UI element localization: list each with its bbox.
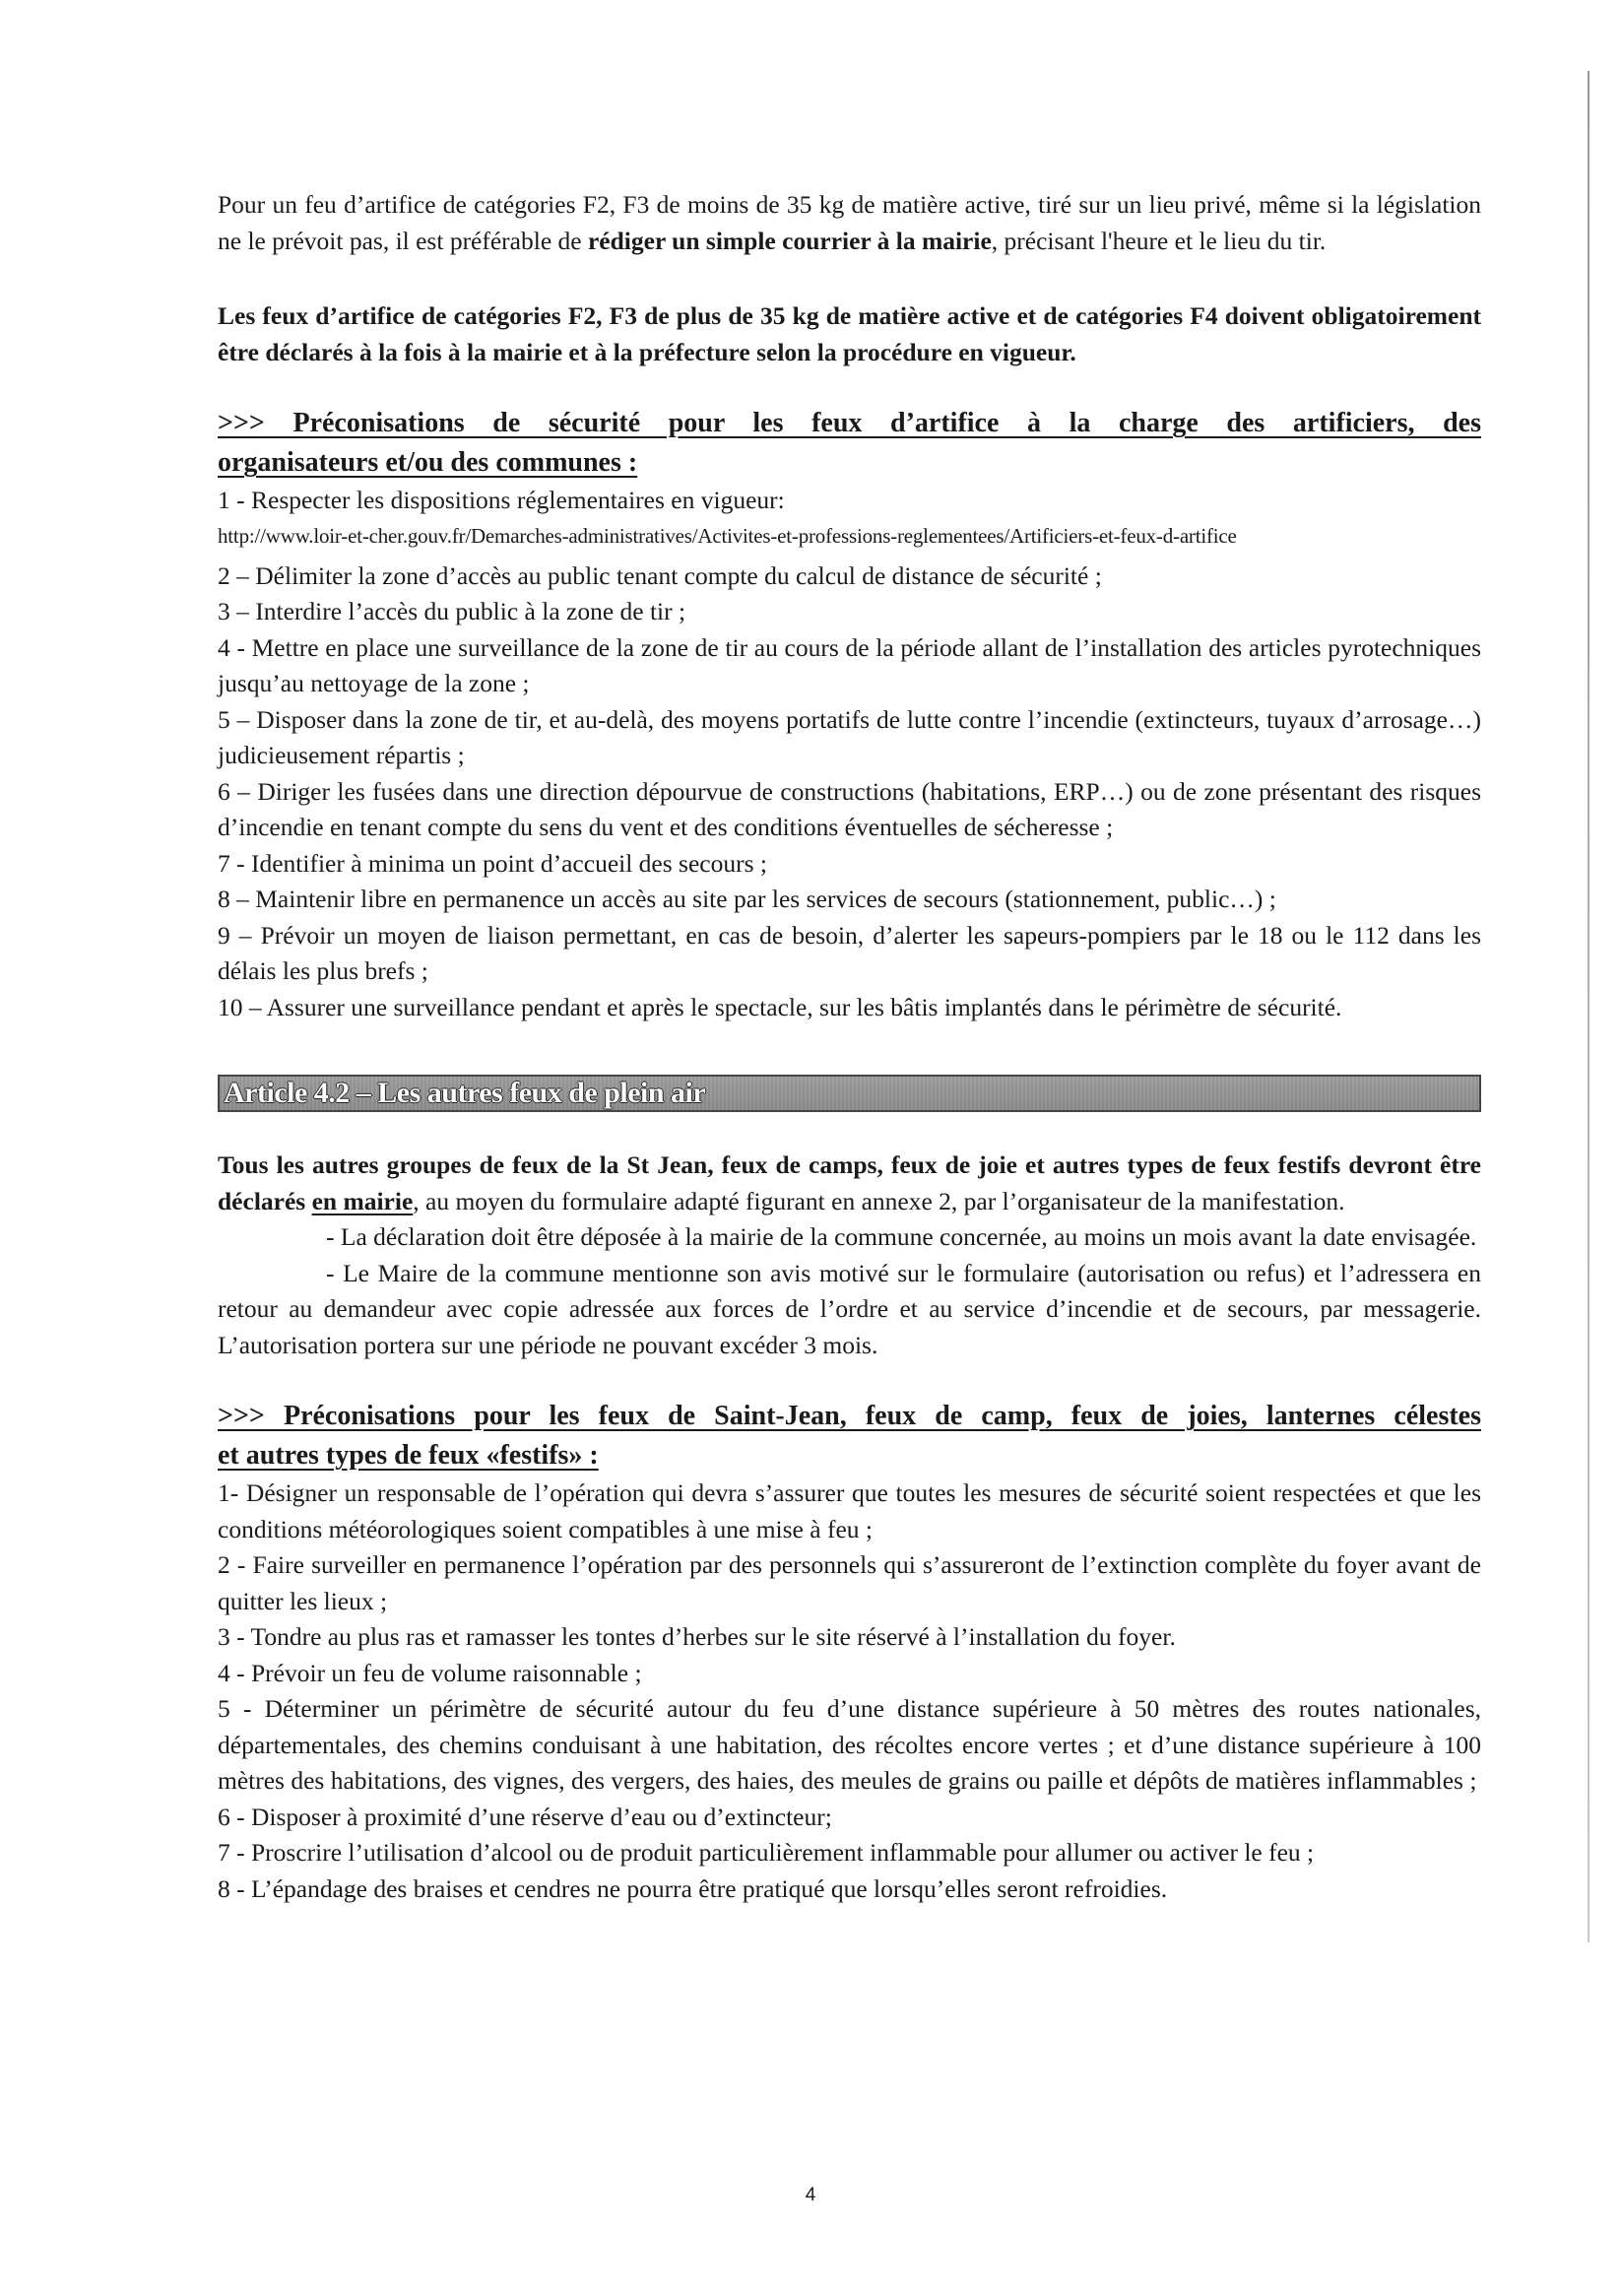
list-item: 8 – Maintenir libre en permanence un accès au site par les services de secours (stationnement, public…) ; xyxy=(218,885,1276,913)
regulation-link[interactable]: http://www.loir-et-cher.gouv.fr/Demarches-administratives/Activites-et-professions-reglementees/Artificiers-et-feux-d-artifice xyxy=(218,523,1237,548)
page-content xyxy=(218,187,1481,1907)
list-item: 4 - Mettre en place une surveillance de la zone de tir au cours de la période allant de l’installation des articles pyrotechniques jusqu’au nettoyage de la zone ; xyxy=(218,632,1481,697)
list-item: 7 - Proscrire l’utilisation d’alcool ou de produit particulièrement inflammable pour allumer ou activer le feu ; xyxy=(218,1838,1315,1867)
list-item: 5 – Disposer dans la zone de tir, et au-delà, des moyens portatifs de lutte contre l’incendie (extincteurs, tuyaux d’arrosage…) judicieusement répartis ; xyxy=(218,704,1481,769)
section-heading-festive-fires: >>> Préconisations pour les feux de Saint-Jean, feux de camp, feux de joies, lanternes célestes et autres types de feux «festifs» : xyxy=(218,1401,1481,1471)
list-item: 10 – Assurer une surveillance pendant et après le spectacle, sur les bâtis implantés dans le périmètre de sécurité. xyxy=(218,992,1342,1021)
en-mairie-emphasis: en mairie xyxy=(311,1186,414,1215)
intro-emphasis: rédiger un simple courrier à la mairie xyxy=(587,226,992,255)
list-item: 6 – Diriger les fusées dans une direction dépourvue de constructions (habitations, ERP…) ou de zone présentant des risques d’incendie en tenant compte du sens du vent et des conditions éventuelles de sécheresse ; xyxy=(218,776,1481,841)
mayor-opinion: - Le Maire de la commune mentionne son avis motivé sur le formulaire (autorisation ou refus) et l’adressera en retour au demandeur avec copie adressée aux forces de l’ordre et au service d’incendie et de secours, par messagerie. L’autorisation portera sur une période ne pouvant excéder 3 mois. xyxy=(218,1258,1481,1359)
list-item: 5 - Déterminer un périmètre de sécurité autour du feu d’une distance supérieure à 50 mètres des routes nationales, départementales, des chemins conduisant à une habitation, des récoltes encore vertes ; et d’une distance supérieure à 100 mètres des habitations, des vignes, des vergers, des haies, des meules de grains ou paille et dépôts de matières inflammables ; xyxy=(218,1694,1481,1795)
declaration-paragraph: Tous les autres groupes de feux de la St Jean, feux de camps, feux de joie et autres types de feux festifs devront être déclarés en mairie, au moyen du formulaire adapté figurant en annexe 2, par l’organisateur de la manifestation. xyxy=(218,1150,1481,1215)
list-item: 3 – Interdire l’accès du public à la zone de tir ; xyxy=(218,597,686,625)
list-item: 4 - Prévoir un feu de volume raisonnable ; xyxy=(218,1658,642,1687)
list-item: 1- Désigner un responsable de l’opération qui devra s’assurer que toutes les mesures de sécurité soient respectées et que les conditions météorologiques soient compatibles à une mise à feu ; xyxy=(218,1478,1481,1543)
list-item: 8 - L’épandage des braises et cendres ne pourra être pratiqué que lorsqu’elles seront refroidies. xyxy=(218,1873,1168,1903)
section-heading-artifice: >>> Préconisations de sécurité pour les feux d’artifice à la charge des artificiers, des organisateurs et/ou des communes : xyxy=(218,408,1481,478)
list-item: 3 - Tondre au plus ras et ramasser les tontes d’herbes sur le site réservé à l’installation du foyer. xyxy=(218,1622,1176,1651)
list-item: 1 - Respecter les dispositions réglementaires en vigueur: xyxy=(218,486,785,514)
article-header-bar xyxy=(218,1075,1481,1112)
declaration-deadline: - La déclaration doit être déposée à la mairie de la commune concernée, au moins un mois avant la date envisagée. xyxy=(326,1222,1477,1251)
page-number: 4 xyxy=(805,2185,816,2205)
list-item: 2 - Faire surveiller en permanence l’opération par des personnels qui s’assureront de l’extinction complète du foyer avant de quitter les lieux ; xyxy=(218,1550,1481,1615)
list-item: 2 – Délimiter la zone d’accès au public tenant compte du calcul de distance de sécurité ; xyxy=(218,560,1102,590)
scan-edge-line xyxy=(1588,71,1589,1942)
intro-paragraph-private: Pour un feu d’artifice de catégories F2, F3 de moins de 35 kg de matière active, tiré sur un lieu privé, même si la législation ne le prévoit pas, il est préférable de rédiger un simple courrier à la mairie, précisant l'heure et le lieu du tir. xyxy=(218,190,1481,255)
article-title: Article 4.2 – Les autres feux de plein air xyxy=(224,1077,706,1109)
list-item: 7 - Identifier à minima un point d’accueil des secours ; xyxy=(218,848,767,878)
list-item: 6 - Disposer à proximité d’une réserve d’eau ou d’extincteur; xyxy=(218,1802,832,1831)
list-item: 9 – Prévoir un moyen de liaison permettant, en cas de besoin, d’alerter les sapeurs-pompiers par le 18 ou le 112 dans les délais les plus brefs ; xyxy=(218,920,1481,985)
intro-paragraph-obligation: Les feux d’artifice de catégories F2, F3 de plus de 35 kg de matière active et de catégories F4 doivent obligatoirement être déclarés à la fois à la mairie et à la préfecture selon la procédure en vigueur. xyxy=(218,301,1481,366)
